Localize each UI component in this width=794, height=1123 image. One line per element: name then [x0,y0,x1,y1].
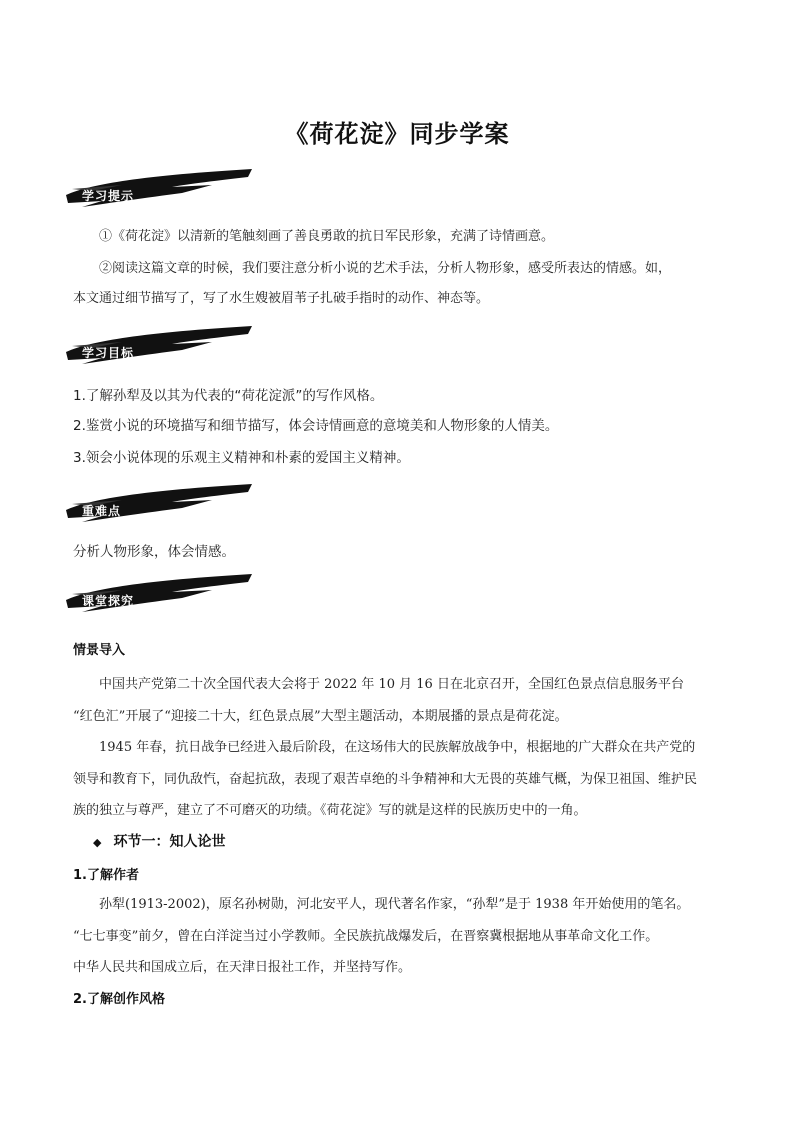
section-label: 课堂探究 [82,594,135,608]
section-banner-keypoints [62,480,257,528]
goal-item-3: 3.领会小说体现的乐观主义精神和朴素的爱国主义精神。 [73,450,410,466]
intro-heading: 情景导入 [73,643,126,658]
key-point: 分析人物形象，体会情感。 [73,544,235,560]
goal-item-2: 2.鉴赏小说的环境描写和细节描写，体会诗情画意的意境美和人物形象的人情美。 [73,418,559,434]
goal-item-1: 1.了解孙犁及以其为代表的“荷花淀派”的写作风格。 [73,388,384,404]
tip-line-1: ①《荷花淀》以清新的笔触刻画了善良勇敢的抗日军民形象，充满了诗情画意。 [99,229,555,244]
intro-line-5: 族的独立与尊严，建立了不可磨灭的功绩。《荷花淀》写的就是这样的民族历史中的一角。 [73,803,587,818]
document-title: 《荷花淀》同步学案 [284,120,510,148]
author-line-1: 孙犁(1913-2002)，原名孙树勋，河北安平人，现代著名作家，“孙犁”是于 1938 年开始使用的笔名。 [99,897,690,912]
section-label: 学习目标 [82,346,135,360]
step-heading [93,831,225,851]
step-label: 环节一：知人论世 [113,834,226,850]
author-line-3: 中华人民共和国成立后，在天津日报社工作，并坚持写作。 [73,960,412,975]
diamond-bullet-icon: ◆ [93,836,102,849]
item-heading-author: 1.了解作者 [73,868,139,883]
section-banner-goals [62,322,257,370]
intro-line-3: 1945 年春，抗日战争已经进入最后阶段，在这场伟大的民族解放战争中，根据地的广大群众在共产党的 [99,740,696,755]
tip-line-3: 本文通过细节描写了，写了水生嫂被眉苇子扎破手指时的动作、神态等。 [73,291,490,306]
section-banner-explore [62,570,257,618]
item-heading-style: 2.了解创作风格 [73,992,165,1007]
tip-line-2: ②阅读这篇文章的时候，我们要注意分析小说的艺术手法，分析人物形象，感受所表达的情感。如， [99,261,672,276]
author-line-2: “七七事变”前夕，曾在白洋淀当过小学教师。全民族抗战爆发后，在晋察冀根据地从事革命文化工作。 [73,929,659,944]
intro-line-4: 领导和教育下，同仇敌忾，奋起抗敌，表现了艰苦卓绝的斗争精神和大无畏的英雄气概，为保卫祖国、维护民 [73,772,698,787]
intro-line-1: 中国共产党第二十次全国代表大会将于 2022 年 10 月 16 日在北京召开，全国红色景点信息服务平台 [99,677,684,692]
section-label: 重难点 [82,504,122,518]
section-label: 学习提示 [82,189,135,203]
section-banner-tips [62,165,257,213]
intro-line-2: “红色汇”开展了“迎接二十大，红色景点展”大型主题活动，本期展播的景点是荷花淀。 [73,709,568,724]
